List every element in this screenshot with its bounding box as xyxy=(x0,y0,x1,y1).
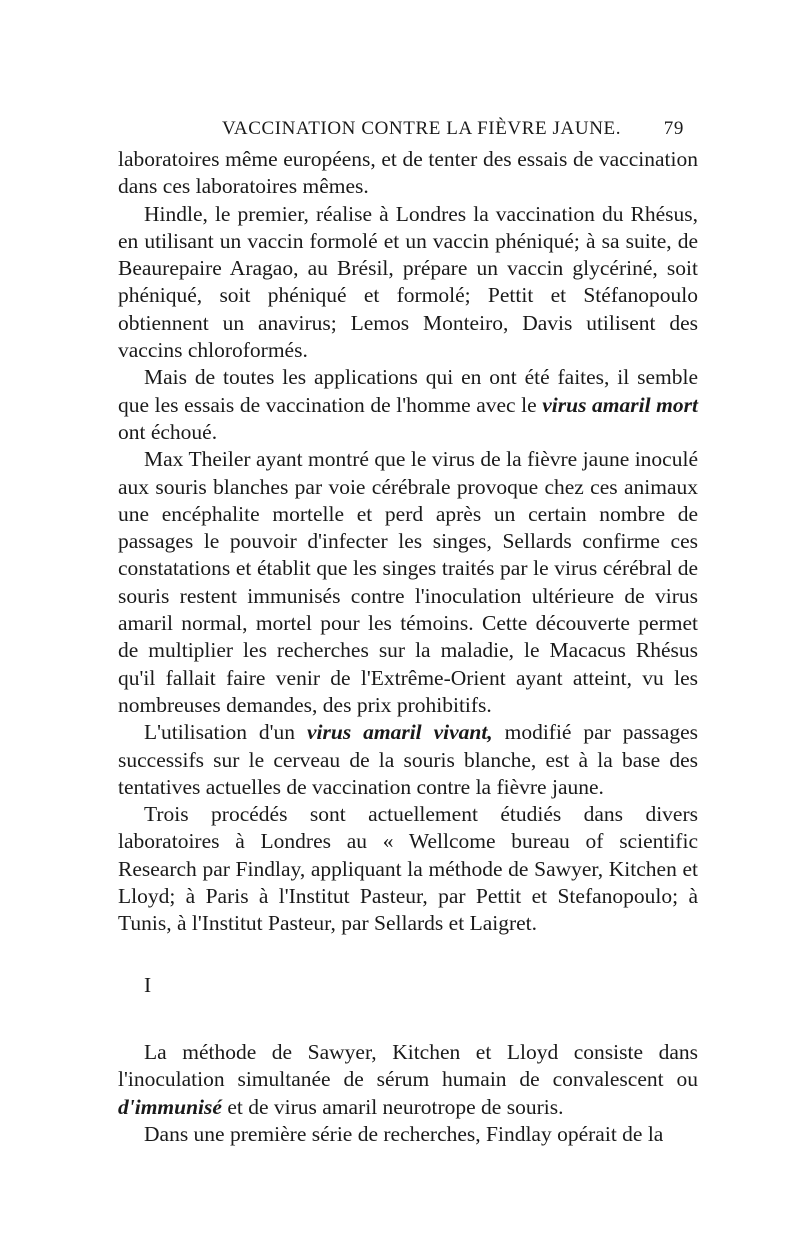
text-segment: Trois procédés sont actuellement étudiés dans divers laboratoires à Londres au « Wellcome bureau of scientific Research par Findlay, appliquant la méthode de Sawyer, Kitchen et Lloyd; à Paris à l'Institut Pasteur, par Pettit et Stefanopoulo; à Tunis, à l'Institut Pasteur, par Sellards et Laigret. xyxy=(118,802,698,936)
running-head xyxy=(118,112,698,146)
book-page xyxy=(118,112,698,1148)
section-heading: I xyxy=(144,972,152,997)
section-spacer xyxy=(118,999,698,1039)
text-segment: La méthode de Sawyer, Kitchen et Lloyd consiste dans l'inoculation simultanée de sérum humain de convalescent ou xyxy=(118,1039,698,1092)
paragraph-6 xyxy=(118,801,698,937)
text-segment: modifié par passages successifs sur le cerveau de la souris blanche, est à la base des tentatives actuelles de vaccination contre la fièvre jaune. xyxy=(118,720,699,799)
running-title: VACCINATION CONTRE LA FIÈVRE JAUNE. xyxy=(222,118,622,139)
text-segment: Hindle, le premier, réalise à Londres la vaccination du Rhésus, en utilisant un vaccin formolé et un vaccin phéniqué; à sa suite, de Beaurepaire Aragao, au Brésil, prépare un vaccin glycériné, soit phéniqué, soit phéniqué et formolé; Pettit et Stéfanopoulo obtiennent un anavirus; Lemos Monteiro, Davis utilisent des vaccins chloroformés. xyxy=(118,201,698,363)
paragraph-4 xyxy=(118,446,698,719)
paragraph-5 xyxy=(118,719,698,801)
text-segment: laboratoires même européens, et de tenter des essais de vaccination dans ces laboratoires mêmes. xyxy=(118,147,698,199)
paragraph-8 xyxy=(118,1121,698,1148)
body-text xyxy=(118,146,698,1148)
text-segment: Mais de toutes les applications qui en ont été faites, il semble que les essais de vaccination de l'homme avec le xyxy=(118,365,698,417)
paragraph-7 xyxy=(118,1039,698,1121)
italic-term: virus amaril mort xyxy=(542,392,698,417)
text-segment: Max Theiler ayant montré que le virus de la fièvre jaune inoculé aux souris blanches par voie cérébrale provoque chez ces animaux une encéphalite mortelle et perd après un certain nombre de passages le pouvoir d'infecter les singes, Sellards confirme ces constatations et établit que les singes traités par le virus cérébral de souris restent immunisés contre l'inoculation ultérieure de virus amaril normal, mortel pour les témoins. Cette découverte permet de multiplier les recherches sur la maladie, le Macacus Rhésus qu'il fallait faire venir de l'Extrême-Orient ayant atteint, vu les nombreuses demandes, des prix prohibitifs. xyxy=(118,447,698,717)
paragraph-3 xyxy=(118,364,698,446)
text-segment: ont échoué. xyxy=(118,419,218,444)
paragraph-2 xyxy=(118,201,698,365)
page-number: 79 xyxy=(663,118,684,139)
text-segment: et de virus amaril neurotrope de souris. xyxy=(221,1094,564,1119)
italic-term: d'immunisé xyxy=(118,1094,222,1119)
text-segment: Dans une première série de recherches, Findlay opérait de la xyxy=(144,1121,664,1146)
paragraph-1 xyxy=(118,146,698,201)
italic-term: virus amaril vivant, xyxy=(306,720,493,745)
text-segment: L'utilisation d'un xyxy=(144,720,307,745)
section-spacer xyxy=(118,938,698,972)
